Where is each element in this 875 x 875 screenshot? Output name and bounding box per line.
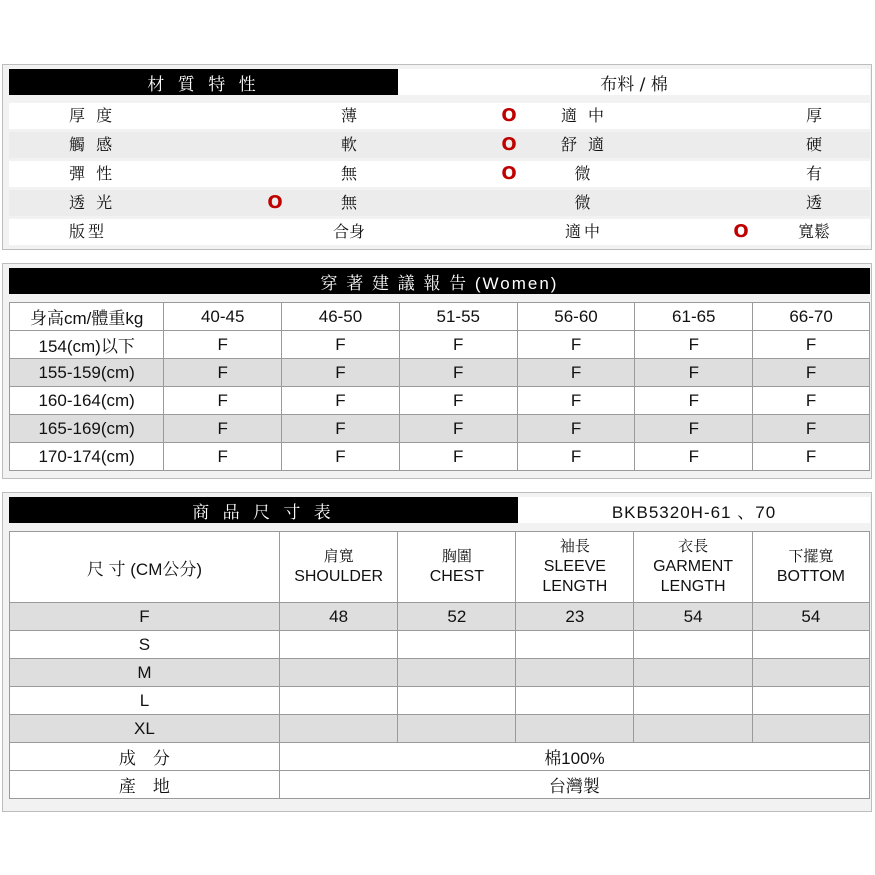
product-code: BKB5320H-61 、70: [518, 497, 870, 523]
size-value: F: [753, 443, 870, 471]
size-value: F: [399, 415, 517, 443]
property-high: 硬: [805, 135, 822, 154]
size-value: F: [399, 331, 517, 359]
size-value: F: [517, 331, 635, 359]
recommend-title: 穿 著 建 議 報 告 (Women): [9, 268, 870, 294]
measurement-value: [516, 631, 634, 659]
material-row: [9, 219, 870, 245]
property-mid: 舒 適: [560, 135, 608, 154]
property-high: 寬鬆: [797, 222, 830, 241]
measurement-header: [516, 532, 634, 603]
size-value: F: [517, 359, 635, 387]
material-row: [9, 190, 870, 216]
size-value: F: [399, 359, 517, 387]
size-value: F: [635, 359, 753, 387]
measurement-value: [279, 631, 398, 659]
size-value: F: [164, 359, 282, 387]
measurement-value: [634, 659, 752, 687]
size-value: F: [282, 387, 400, 415]
measurement-en: SHOULDER: [294, 568, 384, 585]
height-weight-label: 身高cm/體重kg: [10, 303, 164, 331]
property-mid: 適中: [564, 222, 603, 241]
recommend-table: [9, 302, 870, 471]
size-name: XL: [10, 715, 280, 743]
size-name: L: [10, 687, 280, 715]
measurement-value: [752, 687, 869, 715]
size-value: F: [753, 359, 870, 387]
measurement-zh: 肩寬: [323, 548, 354, 565]
measurement-value: 54: [634, 603, 752, 631]
size-name: S: [10, 631, 280, 659]
property-label: 觸 感: [69, 135, 116, 154]
property-mid: 微: [574, 164, 594, 183]
size-value: F: [517, 387, 635, 415]
size-value: F: [753, 331, 870, 359]
size-value: F: [635, 415, 753, 443]
size-value: F: [282, 331, 400, 359]
property-label: 厚 度: [69, 106, 116, 125]
origin-value: 台灣製: [279, 771, 869, 799]
recommend-header: [3, 264, 871, 294]
weight-range: 66-70: [753, 303, 870, 331]
measurement-zh: 下擺寬: [788, 548, 834, 565]
material-row: [9, 103, 870, 129]
property-low: 軟: [340, 135, 357, 154]
origin-row: [10, 771, 870, 799]
size-value: F: [399, 387, 517, 415]
measurement-value: 54: [752, 603, 869, 631]
recommend-row: [10, 331, 870, 359]
material-row: [9, 132, 870, 158]
property-label: 彈 性: [69, 164, 116, 183]
size-value: F: [399, 443, 517, 471]
height-range: 155-159(cm): [10, 359, 164, 387]
material-row: [9, 161, 870, 187]
measurement-value: [398, 659, 516, 687]
selected-mark: O: [501, 163, 517, 184]
height-range: 160-164(cm): [10, 387, 164, 415]
size-table: [9, 531, 870, 799]
size-value: F: [517, 443, 635, 471]
material-title: 材 質 特 性: [9, 69, 398, 95]
size-row: [10, 603, 870, 631]
measurement-header: [752, 532, 869, 603]
measurement-zh: 胸圍: [441, 548, 472, 565]
property-label: 版型: [69, 222, 108, 241]
property-low: 無: [340, 164, 357, 183]
measurement-value: [752, 659, 869, 687]
height-range: 165-169(cm): [10, 415, 164, 443]
size-value: F: [635, 387, 753, 415]
property-mid: 適 中: [560, 106, 608, 125]
selected-mark: O: [733, 221, 749, 242]
measurement-value: [634, 687, 752, 715]
size-value: F: [164, 443, 282, 471]
composition-label: 成 分: [10, 743, 280, 771]
height-range: 154(cm)以下: [10, 331, 164, 359]
property-high: 厚: [805, 106, 822, 125]
recommend-row: [10, 443, 870, 471]
selected-mark: O: [501, 105, 517, 126]
measurement-en: CHEST: [429, 568, 484, 585]
measurement-en: SLEEVE LENGTH: [542, 558, 608, 595]
property-mid: 微: [574, 193, 594, 212]
measurement-value: [516, 715, 634, 743]
recommend-row: [10, 359, 870, 387]
measurement-value: [279, 659, 398, 687]
size-value: F: [635, 443, 753, 471]
measurement-value: [516, 687, 634, 715]
property-low: 無: [340, 193, 357, 212]
measurement-value: 23: [516, 603, 634, 631]
property-low: 合身: [332, 222, 365, 241]
recommend-row: [10, 415, 870, 443]
measurement-header: [634, 532, 752, 603]
measurement-en: BOTTOM: [776, 568, 845, 585]
size-row: [10, 687, 870, 715]
size-row: [10, 631, 870, 659]
height-range: 170-174(cm): [10, 443, 164, 471]
size-name: F: [10, 603, 280, 631]
weight-range: 46-50: [282, 303, 400, 331]
size-unit-label: 尺 寸 (CM公分): [10, 532, 280, 603]
measurement-header: [398, 532, 516, 603]
size-value: F: [753, 415, 870, 443]
size-value: F: [282, 443, 400, 471]
weight-range: 40-45: [164, 303, 282, 331]
measurement-value: [516, 659, 634, 687]
size-title: 商 品 尺 寸 表: [9, 497, 518, 523]
composition-row: [10, 743, 870, 771]
measurement-value: [279, 715, 398, 743]
weight-range: 51-55: [399, 303, 517, 331]
weight-range: 56-60: [517, 303, 635, 331]
size-name: M: [10, 659, 280, 687]
material-panel: [2, 64, 872, 250]
size-value: F: [635, 331, 753, 359]
size-value: F: [282, 359, 400, 387]
measurement-zh: 衣長: [678, 538, 709, 555]
size-row: [10, 659, 870, 687]
measurement-value: [752, 631, 869, 659]
measurement-value: 48: [279, 603, 398, 631]
weight-range: 61-65: [635, 303, 753, 331]
size-header-row: [10, 532, 870, 603]
size-value: F: [164, 415, 282, 443]
property-low: 薄: [340, 106, 357, 125]
measurement-value: [279, 687, 398, 715]
measurement-zh: 袖長: [559, 538, 590, 555]
size-row: [10, 715, 870, 743]
measurement-value: [634, 715, 752, 743]
measurement-value: [634, 631, 752, 659]
property-high: 透: [805, 193, 822, 212]
measurement-value: [398, 631, 516, 659]
recommend-header-row: [10, 303, 870, 331]
fabric-label: 布料 / 棉: [600, 74, 668, 95]
measurement-value: [398, 715, 516, 743]
property-high: 有: [805, 164, 822, 183]
recommend-row: [10, 387, 870, 415]
property-label: 透 光: [69, 193, 116, 212]
measurement-value: 52: [398, 603, 516, 631]
measurement-value: [398, 687, 516, 715]
measurement-header: [279, 532, 398, 603]
measurement-en: GARMENT LENGTH: [653, 558, 734, 595]
selected-mark: O: [501, 134, 517, 155]
material-header: [3, 65, 871, 95]
size-value: F: [517, 415, 635, 443]
size-panel: [2, 492, 872, 812]
size-value: F: [282, 415, 400, 443]
size-value: F: [753, 387, 870, 415]
selected-mark: O: [267, 192, 283, 213]
size-header: [3, 493, 871, 523]
measurement-value: [752, 715, 869, 743]
size-value: F: [164, 331, 282, 359]
composition-value: 棉100%: [279, 743, 869, 771]
recommend-panel: [2, 263, 872, 479]
origin-label: 產 地: [10, 771, 280, 799]
size-value: F: [164, 387, 282, 415]
